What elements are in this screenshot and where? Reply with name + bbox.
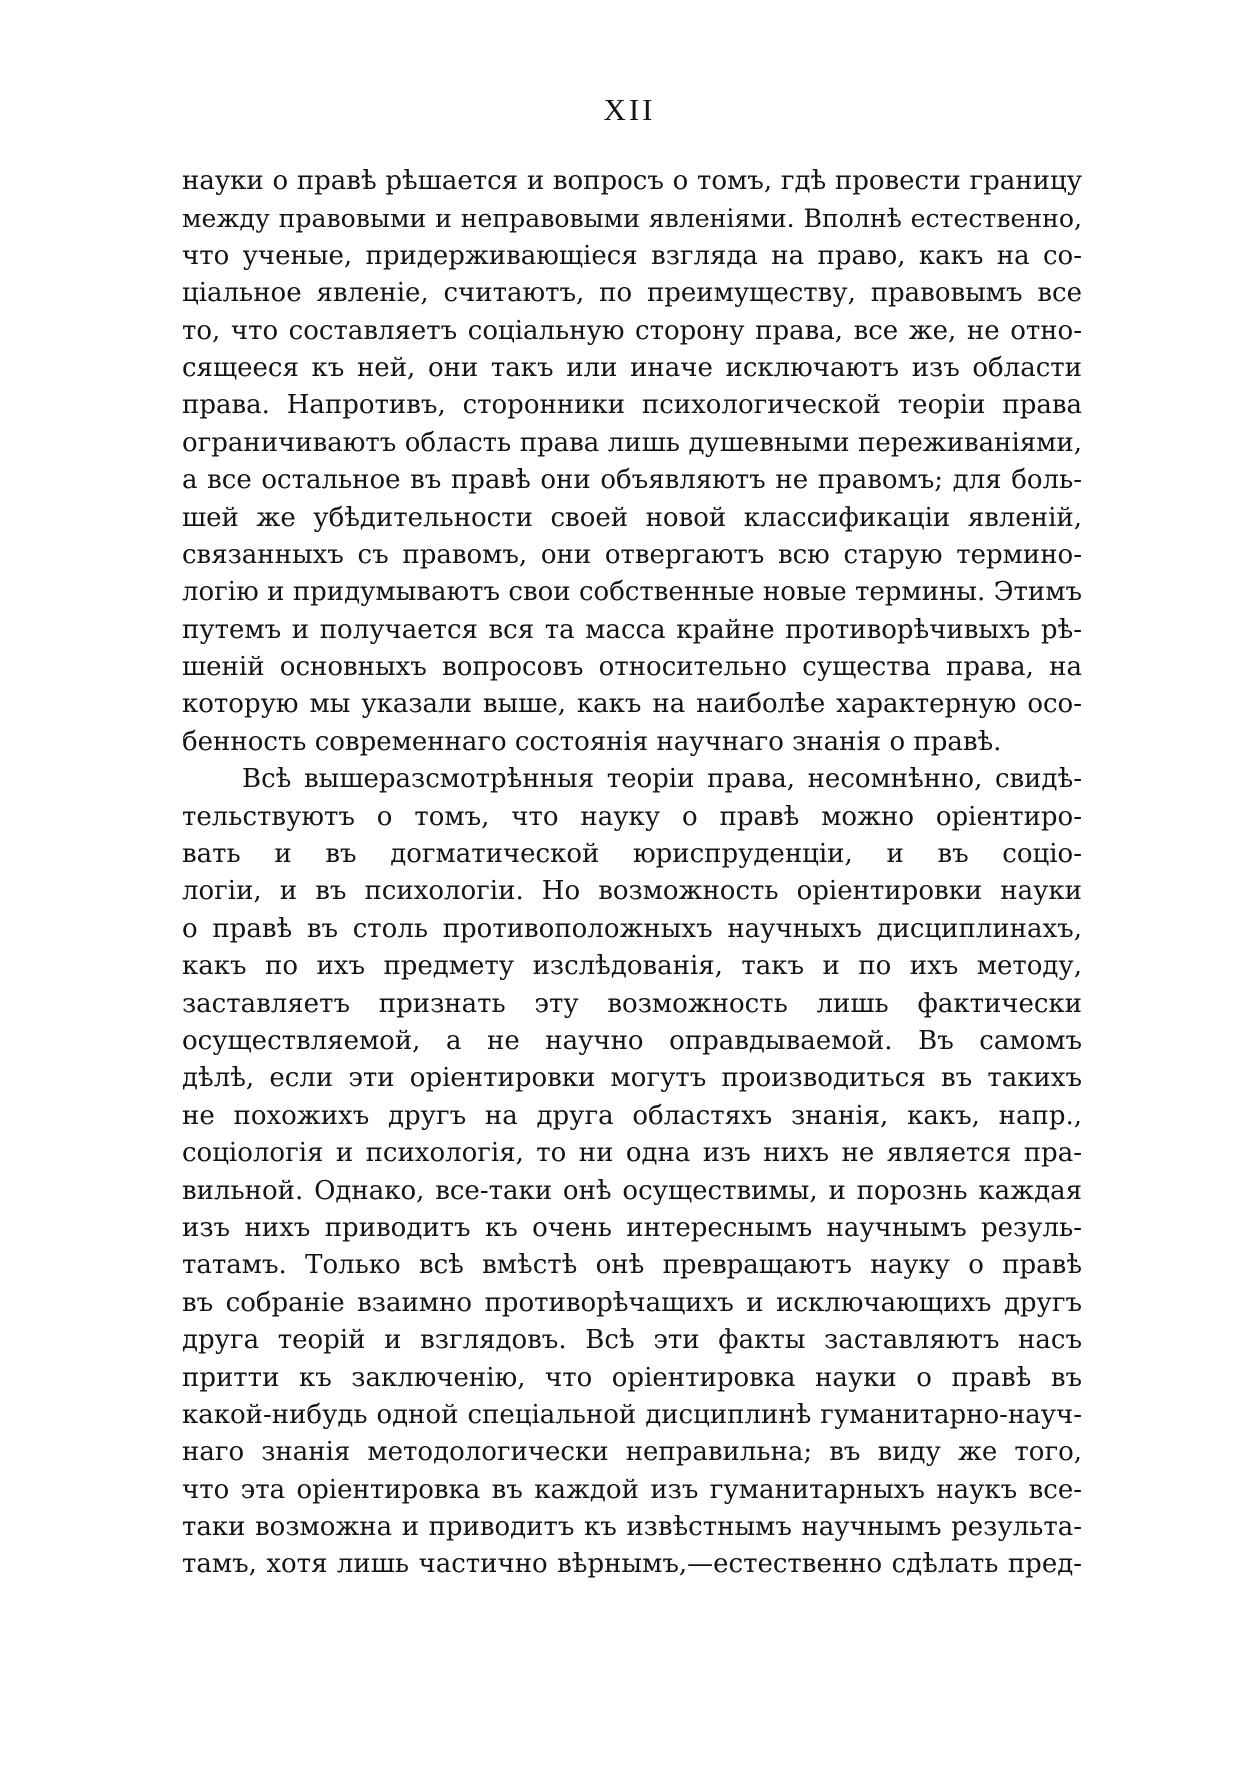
text-line: о правѣ въ столь противоположныхъ научныхъ дисциплинахъ, bbox=[182, 913, 1082, 944]
text-line: шей же убѣдительности своей новой классификаціи явленій, bbox=[182, 502, 1082, 533]
text-line: путемъ и получается вся та масса крайне противорѣчивыхъ рѣ- bbox=[182, 614, 1082, 645]
text-line: ограничиваютъ область права лишь душевными переживаніями, bbox=[182, 427, 1082, 458]
text-line: тамъ, хотя лишь частично вѣрнымъ,—естественно сдѣлать пред- bbox=[182, 1549, 1082, 1580]
text-line: дѣлѣ, если эти оріентировки могутъ производиться въ такихъ bbox=[182, 1063, 1082, 1094]
text-line: изъ нихъ приводитъ къ очень интереснымъ научнымъ резуль- bbox=[182, 1212, 1082, 1243]
text-line: тельствуютъ о томъ, что науку о правѣ можно оріентиро- bbox=[182, 801, 1082, 832]
text-line: въ собраніе взаимно противорѣчащихъ и исключающихъ другъ bbox=[182, 1287, 1082, 1318]
text-line: вать и въ догматической юриспруденціи, и въ соціо- bbox=[182, 839, 1082, 870]
text-line: связанныхъ съ правомъ, они отвергаютъ всю старую термино- bbox=[182, 539, 1082, 570]
text-line: то, что составляетъ соціальную сторону права, все же, не отно- bbox=[182, 315, 1082, 346]
text-line: наго знанія методологически неправильна; въ виду же того, bbox=[182, 1437, 1082, 1468]
text-line: что эта оріентировка въ каждой изъ гуманитарныхъ наукъ все- bbox=[182, 1474, 1082, 1505]
text-line: вильной. Однако, все-таки онѣ осуществимы, и порознь каждая bbox=[182, 1175, 1082, 1206]
text-line: что ученые, придерживающіеся взгляда на право, какъ на со- bbox=[182, 240, 1082, 271]
paragraph-2 bbox=[182, 761, 1082, 1584]
text-line: науки о правѣ рѣшается и вопросъ о томъ, гдѣ провести границу bbox=[182, 166, 1082, 196]
text-line: которую мы указали выше, какъ на наиболѣе характерную осо- bbox=[182, 689, 1082, 720]
text-line: логіи, и въ психологіи. Но возможность оріентировки науки bbox=[182, 876, 1082, 907]
text-line: притти къ заключенію, что оріентировка науки о правѣ въ bbox=[182, 1362, 1082, 1393]
paragraph-1 bbox=[182, 163, 1082, 761]
text-line: друга теорій и взглядовъ. Всѣ эти факты заставляютъ насъ bbox=[182, 1325, 1082, 1356]
text-line: какъ по ихъ предмету изслѣдованія, такъ и по ихъ методу, bbox=[182, 951, 1082, 982]
text-line: Всѣ вышеразсмотрѣнныя теоріи права, несомнѣнно, свидѣ- bbox=[242, 764, 1082, 795]
text-line: бенность современнаго состоянія научнаго знанія о правѣ. bbox=[182, 726, 1002, 757]
text-line: между правовыми и неправовыми явленіями. Вполнѣ естественно, bbox=[182, 204, 1082, 234]
page-number: XII bbox=[603, 92, 656, 127]
text-line: таки возможна и приводитъ къ извѣстнымъ научнымъ результа- bbox=[182, 1512, 1082, 1543]
text-line: сящееся къ ней, они такъ или иначе исключаютъ изъ области bbox=[182, 352, 1082, 383]
text-line: а все остальное въ правѣ они объявляютъ не правомъ; для боль- bbox=[182, 465, 1082, 496]
text-line: логію и придумываютъ свои собственные новые термины. Этимъ bbox=[182, 577, 1082, 608]
text-line: ціальное явленіе, считаютъ, по преимуществу, правовымъ все bbox=[182, 278, 1082, 309]
text-line: осуществляемой, а не научно оправдываемой. Въ самомъ bbox=[182, 1025, 1082, 1056]
text-line: шеній основныхъ вопросовъ относительно существа права, на bbox=[182, 652, 1082, 683]
text-line: татамъ. Только всѣ вмѣстѣ онѣ превращаютъ науку о правѣ bbox=[182, 1250, 1082, 1281]
body-text bbox=[182, 163, 1082, 1584]
text-line: не похожихъ другъ на друга областяхъ знанія, какъ, напр., bbox=[182, 1100, 1082, 1131]
text-line: соціологія и психологія, то ни одна изъ нихъ не является пра- bbox=[182, 1138, 1082, 1169]
text-line: заставляетъ признать эту возможность лишь фактически bbox=[182, 988, 1082, 1019]
text-line: какой-нибудь одной спеціальной дисциплинѣ гуманитарно-науч- bbox=[182, 1399, 1082, 1430]
text-line: права. Напротивъ, сторонники психологической теоріи права bbox=[182, 390, 1082, 421]
